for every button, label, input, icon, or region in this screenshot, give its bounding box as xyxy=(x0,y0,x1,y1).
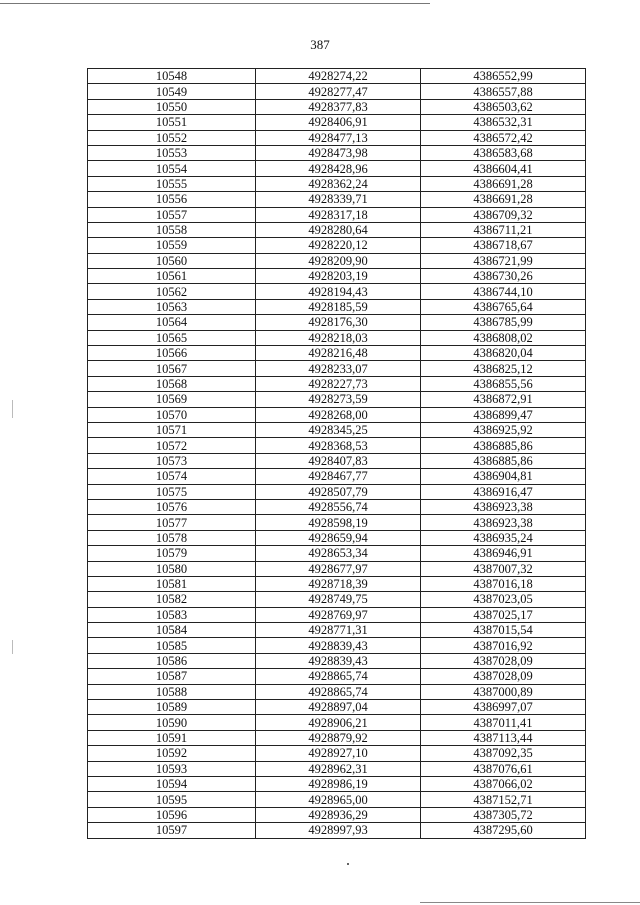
y-coordinate-cell: 4387025,17 xyxy=(421,607,586,622)
x-coordinate-cell: 4928194,43 xyxy=(256,284,421,299)
x-coordinate-cell: 4928203,19 xyxy=(256,269,421,284)
point-number-cell: 10586 xyxy=(88,653,256,668)
y-coordinate-cell: 4386532,31 xyxy=(421,115,586,130)
x-coordinate-cell: 4928216,48 xyxy=(256,346,421,361)
point-number-cell: 10550 xyxy=(88,99,256,114)
y-coordinate-cell: 4387028,09 xyxy=(421,669,586,684)
point-number-cell: 10564 xyxy=(88,315,256,330)
point-number-cell: 10549 xyxy=(88,84,256,99)
y-coordinate-cell: 4386552,99 xyxy=(421,69,586,84)
x-coordinate-cell: 4928428,96 xyxy=(256,161,421,176)
y-coordinate-cell: 4386885,86 xyxy=(421,453,586,468)
table-row xyxy=(88,130,586,145)
y-coordinate-cell: 4387295,60 xyxy=(421,823,586,838)
point-number-cell: 10593 xyxy=(88,761,256,776)
y-coordinate-cell: 4386820,04 xyxy=(421,346,586,361)
y-coordinate-cell: 4386785,99 xyxy=(421,315,586,330)
table-row xyxy=(88,746,586,761)
x-coordinate-cell: 4928467,77 xyxy=(256,469,421,484)
point-number-cell: 10573 xyxy=(88,453,256,468)
y-coordinate-cell: 4387066,02 xyxy=(421,776,586,791)
point-number-cell: 10581 xyxy=(88,576,256,591)
table-row xyxy=(88,84,586,99)
y-coordinate-cell: 4386503,62 xyxy=(421,99,586,114)
x-coordinate-cell: 4928865,74 xyxy=(256,669,421,684)
scan-dot xyxy=(347,863,349,865)
point-number-cell: 10560 xyxy=(88,253,256,268)
table-row xyxy=(88,284,586,299)
y-coordinate-cell: 4386872,91 xyxy=(421,392,586,407)
y-coordinate-cell: 4386916,47 xyxy=(421,484,586,499)
point-number-cell: 10597 xyxy=(88,823,256,838)
point-number-cell: 10558 xyxy=(88,222,256,237)
point-number-cell: 10570 xyxy=(88,407,256,422)
table-row xyxy=(88,145,586,160)
x-coordinate-cell: 4928598,19 xyxy=(256,515,421,530)
point-number-cell: 10567 xyxy=(88,361,256,376)
y-coordinate-cell: 4387305,72 xyxy=(421,807,586,822)
y-coordinate-cell: 4386744,10 xyxy=(421,284,586,299)
point-number-cell: 10571 xyxy=(88,422,256,437)
table-row xyxy=(88,730,586,745)
top-scan-rule xyxy=(0,3,430,4)
table-row xyxy=(88,207,586,222)
x-coordinate-cell: 4928273,59 xyxy=(256,392,421,407)
table-row xyxy=(88,669,586,684)
x-coordinate-cell: 4928274,22 xyxy=(256,69,421,84)
point-number-cell: 10592 xyxy=(88,746,256,761)
x-coordinate-cell: 4928927,10 xyxy=(256,746,421,761)
table-row xyxy=(88,99,586,114)
table-row xyxy=(88,376,586,391)
bottom-scan-rule xyxy=(420,902,640,903)
point-number-cell: 10548 xyxy=(88,69,256,84)
x-coordinate-cell: 4928659,94 xyxy=(256,530,421,545)
table-row xyxy=(88,361,586,376)
x-coordinate-cell: 4928962,31 xyxy=(256,761,421,776)
coordinates-table xyxy=(87,68,586,839)
x-coordinate-cell: 4928986,19 xyxy=(256,776,421,791)
table-row xyxy=(88,623,586,638)
y-coordinate-cell: 4386997,07 xyxy=(421,700,586,715)
table-row xyxy=(88,607,586,622)
x-coordinate-cell: 4928771,31 xyxy=(256,623,421,638)
table-row xyxy=(88,700,586,715)
table-row xyxy=(88,530,586,545)
point-number-cell: 10595 xyxy=(88,792,256,807)
y-coordinate-cell: 4387023,05 xyxy=(421,592,586,607)
x-coordinate-cell: 4928897,04 xyxy=(256,700,421,715)
table-row xyxy=(88,453,586,468)
table-row xyxy=(88,761,586,776)
point-number-cell: 10557 xyxy=(88,207,256,222)
x-coordinate-cell: 4928865,74 xyxy=(256,684,421,699)
y-coordinate-cell: 4387011,41 xyxy=(421,715,586,730)
point-number-cell: 10552 xyxy=(88,130,256,145)
x-coordinate-cell: 4928965,00 xyxy=(256,792,421,807)
x-coordinate-cell: 4928473,98 xyxy=(256,145,421,160)
table-row xyxy=(88,438,586,453)
table-row xyxy=(88,69,586,84)
table-row xyxy=(88,576,586,591)
table-row xyxy=(88,269,586,284)
x-coordinate-cell: 4928406,91 xyxy=(256,115,421,130)
point-number-cell: 10555 xyxy=(88,176,256,191)
y-coordinate-cell: 4386765,64 xyxy=(421,299,586,314)
point-number-cell: 10596 xyxy=(88,807,256,822)
point-number-cell: 10553 xyxy=(88,145,256,160)
table-row xyxy=(88,176,586,191)
y-coordinate-cell: 4386691,28 xyxy=(421,192,586,207)
x-coordinate-cell: 4928280,64 xyxy=(256,222,421,237)
y-coordinate-cell: 4386691,28 xyxy=(421,176,586,191)
y-coordinate-cell: 4387113,44 xyxy=(421,730,586,745)
coordinates-table-body xyxy=(88,69,586,839)
table-row xyxy=(88,192,586,207)
scan-margin-mark xyxy=(12,400,13,418)
y-coordinate-cell: 4387152,71 xyxy=(421,792,586,807)
x-coordinate-cell: 4928268,00 xyxy=(256,407,421,422)
table-row xyxy=(88,161,586,176)
y-coordinate-cell: 4386885,86 xyxy=(421,438,586,453)
point-number-cell: 10584 xyxy=(88,623,256,638)
y-coordinate-cell: 4386718,67 xyxy=(421,238,586,253)
y-coordinate-cell: 4387000,89 xyxy=(421,684,586,699)
point-number-cell: 10579 xyxy=(88,546,256,561)
table-row xyxy=(88,253,586,268)
x-coordinate-cell: 4928556,74 xyxy=(256,499,421,514)
y-coordinate-cell: 4387092,35 xyxy=(421,746,586,761)
table-row xyxy=(88,330,586,345)
y-coordinate-cell: 4386730,26 xyxy=(421,269,586,284)
point-number-cell: 10590 xyxy=(88,715,256,730)
point-number-cell: 10576 xyxy=(88,499,256,514)
y-coordinate-cell: 4386855,56 xyxy=(421,376,586,391)
y-coordinate-cell: 4386557,88 xyxy=(421,84,586,99)
table-row xyxy=(88,115,586,130)
x-coordinate-cell: 4928218,03 xyxy=(256,330,421,345)
x-coordinate-cell: 4928879,92 xyxy=(256,730,421,745)
table-row xyxy=(88,392,586,407)
point-number-cell: 10559 xyxy=(88,238,256,253)
point-number-cell: 10591 xyxy=(88,730,256,745)
point-number-cell: 10568 xyxy=(88,376,256,391)
point-number-cell: 10556 xyxy=(88,192,256,207)
point-number-cell: 10572 xyxy=(88,438,256,453)
x-coordinate-cell: 4928839,43 xyxy=(256,638,421,653)
point-number-cell: 10554 xyxy=(88,161,256,176)
x-coordinate-cell: 4928377,83 xyxy=(256,99,421,114)
table-row xyxy=(88,299,586,314)
point-number-cell: 10562 xyxy=(88,284,256,299)
x-coordinate-cell: 4928653,34 xyxy=(256,546,421,561)
y-coordinate-cell: 4386572,42 xyxy=(421,130,586,145)
x-coordinate-cell: 4928176,30 xyxy=(256,315,421,330)
x-coordinate-cell: 4928368,53 xyxy=(256,438,421,453)
table-row xyxy=(88,515,586,530)
point-number-cell: 10577 xyxy=(88,515,256,530)
table-row xyxy=(88,222,586,237)
x-coordinate-cell: 4928997,93 xyxy=(256,823,421,838)
table-row xyxy=(88,792,586,807)
x-coordinate-cell: 4928936,29 xyxy=(256,807,421,822)
table-row xyxy=(88,592,586,607)
x-coordinate-cell: 4928317,18 xyxy=(256,207,421,222)
y-coordinate-cell: 4386709,32 xyxy=(421,207,586,222)
table-row xyxy=(88,653,586,668)
y-coordinate-cell: 4386604,41 xyxy=(421,161,586,176)
x-coordinate-cell: 4928185,59 xyxy=(256,299,421,314)
x-coordinate-cell: 4928227,73 xyxy=(256,376,421,391)
x-coordinate-cell: 4928906,21 xyxy=(256,715,421,730)
point-number-cell: 10587 xyxy=(88,669,256,684)
point-number-cell: 10566 xyxy=(88,346,256,361)
y-coordinate-cell: 4386721,99 xyxy=(421,253,586,268)
y-coordinate-cell: 4386925,92 xyxy=(421,422,586,437)
point-number-cell: 10578 xyxy=(88,530,256,545)
point-number-cell: 10563 xyxy=(88,299,256,314)
table-row xyxy=(88,546,586,561)
point-number-cell: 10583 xyxy=(88,607,256,622)
point-number-cell: 10580 xyxy=(88,561,256,576)
point-number-cell: 10589 xyxy=(88,700,256,715)
x-coordinate-cell: 4928749,75 xyxy=(256,592,421,607)
x-coordinate-cell: 4928477,13 xyxy=(256,130,421,145)
scan-margin-mark xyxy=(12,640,13,654)
point-number-cell: 10561 xyxy=(88,269,256,284)
y-coordinate-cell: 4387028,09 xyxy=(421,653,586,668)
point-number-cell: 10569 xyxy=(88,392,256,407)
point-number-cell: 10551 xyxy=(88,115,256,130)
y-coordinate-cell: 4386904,81 xyxy=(421,469,586,484)
x-coordinate-cell: 4928718,39 xyxy=(256,576,421,591)
table-row xyxy=(88,561,586,576)
x-coordinate-cell: 4928507,79 xyxy=(256,484,421,499)
table-row xyxy=(88,484,586,499)
table-row xyxy=(88,684,586,699)
x-coordinate-cell: 4928769,97 xyxy=(256,607,421,622)
y-coordinate-cell: 4386583,68 xyxy=(421,145,586,160)
x-coordinate-cell: 4928277,47 xyxy=(256,84,421,99)
table-row xyxy=(88,776,586,791)
x-coordinate-cell: 4928233,07 xyxy=(256,361,421,376)
x-coordinate-cell: 4928839,43 xyxy=(256,653,421,668)
y-coordinate-cell: 4386899,47 xyxy=(421,407,586,422)
y-coordinate-cell: 4386923,38 xyxy=(421,499,586,514)
table-row xyxy=(88,422,586,437)
table-row xyxy=(88,807,586,822)
y-coordinate-cell: 4387016,92 xyxy=(421,638,586,653)
y-coordinate-cell: 4387016,18 xyxy=(421,576,586,591)
y-coordinate-cell: 4386711,21 xyxy=(421,222,586,237)
y-coordinate-cell: 4386923,38 xyxy=(421,515,586,530)
table-row xyxy=(88,238,586,253)
table-row xyxy=(88,715,586,730)
table-row xyxy=(88,638,586,653)
point-number-cell: 10588 xyxy=(88,684,256,699)
y-coordinate-cell: 4386808,02 xyxy=(421,330,586,345)
x-coordinate-cell: 4928209,90 xyxy=(256,253,421,268)
x-coordinate-cell: 4928362,24 xyxy=(256,176,421,191)
x-coordinate-cell: 4928407,83 xyxy=(256,453,421,468)
table-row xyxy=(88,499,586,514)
y-coordinate-cell: 4386825,12 xyxy=(421,361,586,376)
table-row xyxy=(88,315,586,330)
point-number-cell: 10582 xyxy=(88,592,256,607)
table-row xyxy=(88,346,586,361)
x-coordinate-cell: 4928220,12 xyxy=(256,238,421,253)
x-coordinate-cell: 4928677,97 xyxy=(256,561,421,576)
page-number: 387 xyxy=(310,37,330,52)
table-row xyxy=(88,823,586,838)
table-row xyxy=(88,407,586,422)
point-number-cell: 10575 xyxy=(88,484,256,499)
point-number-cell: 10565 xyxy=(88,330,256,345)
table-row xyxy=(88,469,586,484)
x-coordinate-cell: 4928339,71 xyxy=(256,192,421,207)
point-number-cell: 10574 xyxy=(88,469,256,484)
point-number-cell: 10585 xyxy=(88,638,256,653)
point-number-cell: 10594 xyxy=(88,776,256,791)
y-coordinate-cell: 4387076,61 xyxy=(421,761,586,776)
y-coordinate-cell: 4387015,54 xyxy=(421,623,586,638)
y-coordinate-cell: 4387007,32 xyxy=(421,561,586,576)
y-coordinate-cell: 4386946,91 xyxy=(421,546,586,561)
y-coordinate-cell: 4386935,24 xyxy=(421,530,586,545)
x-coordinate-cell: 4928345,25 xyxy=(256,422,421,437)
